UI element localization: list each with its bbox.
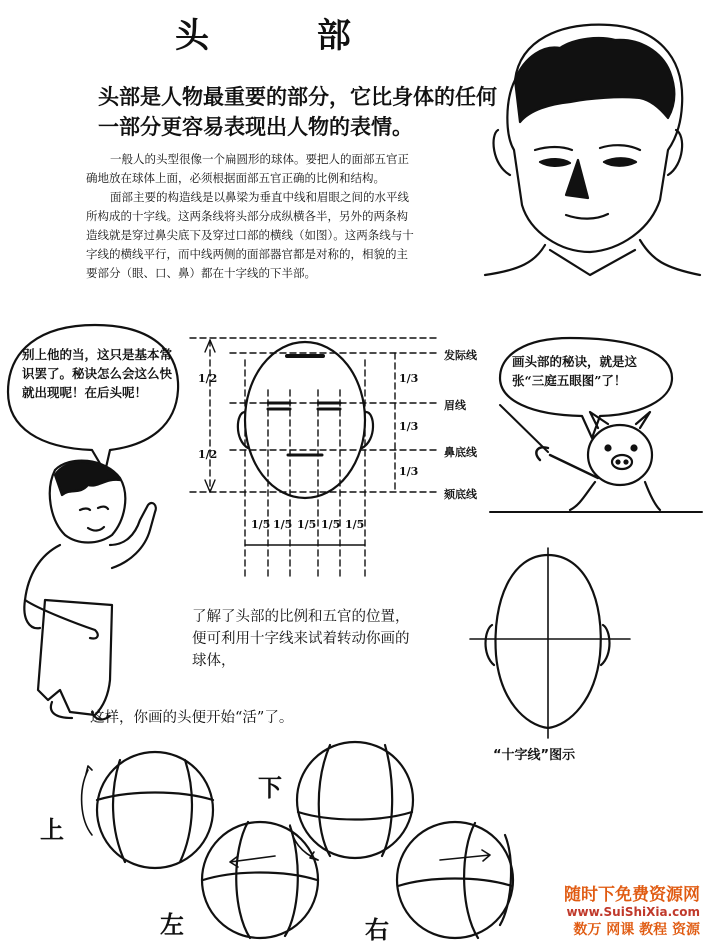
right-bubble-text: 画头部的秘诀，就是这张“三庭五眼图”了！ [512, 354, 638, 388]
hairline-label: 发际线 [444, 349, 477, 362]
proportion-head [238, 342, 373, 498]
right-fraction-1: 1/3 [399, 372, 419, 385]
bottom-fraction-2: 1/5 [273, 518, 293, 531]
direction-left: 左 [160, 911, 184, 939]
right-fraction-2: 1/3 [399, 420, 419, 433]
middle-text-2: 这样，你画的头便开始“活”了。 [90, 710, 294, 726]
bottom-fraction-5: 1/5 [345, 518, 365, 531]
watermark [564, 880, 700, 939]
chin-base-label: 颏底线 [444, 488, 477, 501]
page-title: 头 部 [175, 16, 399, 56]
bottom-fraction-1: 1/5 [251, 518, 271, 531]
left-bubble-text: 别上他的当，这只是基本常识罢了。秘诀怎么会这么快就出现呢！在后头呢！ [22, 347, 173, 400]
paragraph-2: 面部主要的构造线是以鼻梁为垂直中线和眉眼之间的水平线所构成的十字线。这两条线将头部分成纵横各半，另外的两条构造线就是穿过鼻尖底下及穿过口部的横线（如图）。这两条线与十字线的横线平行，而中线两侧的面部器官都是对称的，相貌的主要部分（眼、口、鼻）都在十字线的下半部。 [86, 190, 414, 280]
globe-down [290, 742, 413, 860]
globe-right [397, 822, 513, 938]
brow-line-label: 眉线 [444, 399, 466, 412]
pig-character [500, 405, 660, 510]
cross-line-caption: “十字线”图示 [493, 748, 576, 763]
globe-left [202, 822, 318, 938]
watermark-line-3: 数万 网课 教程 资源 [573, 922, 700, 938]
intro-text: 头部是人物最重要的部分，它比身体的任何一部分更容易表现出人物的表情。 [98, 85, 497, 139]
bottom-fraction-4: 1/5 [321, 518, 341, 531]
nose-base-label: 鼻底线 [444, 446, 477, 459]
watermark-line-1: 随时下免费资源网 [564, 885, 700, 905]
boy-character [24, 461, 155, 720]
watermark-line-2: www.SuiShiXia.com [566, 905, 700, 919]
direction-right: 右 [365, 916, 389, 944]
direction-down: 下 [258, 774, 282, 802]
globe-up [82, 752, 213, 868]
portrait-illustration [485, 25, 700, 275]
middle-text: 了解了头部的比例和五官的位置，便可利用十字线来试着转动你画的球体， [192, 609, 410, 669]
paragraph-1: 一般人的头型很像一个扁圆形的球体。要把人的面部五官正确地放在球体上面，必须根据面部五官正确的比例和结构。 [86, 152, 409, 185]
cross-line-diagram [470, 548, 630, 738]
bottom-fraction-3: 1/5 [297, 518, 317, 531]
direction-up: 上 [40, 816, 64, 844]
left-fraction-lower: 1/2 [198, 448, 218, 461]
right-fraction-3: 1/3 [399, 465, 419, 478]
left-fraction-upper: 1/2 [198, 372, 218, 385]
proportion-arrows [205, 340, 365, 545]
